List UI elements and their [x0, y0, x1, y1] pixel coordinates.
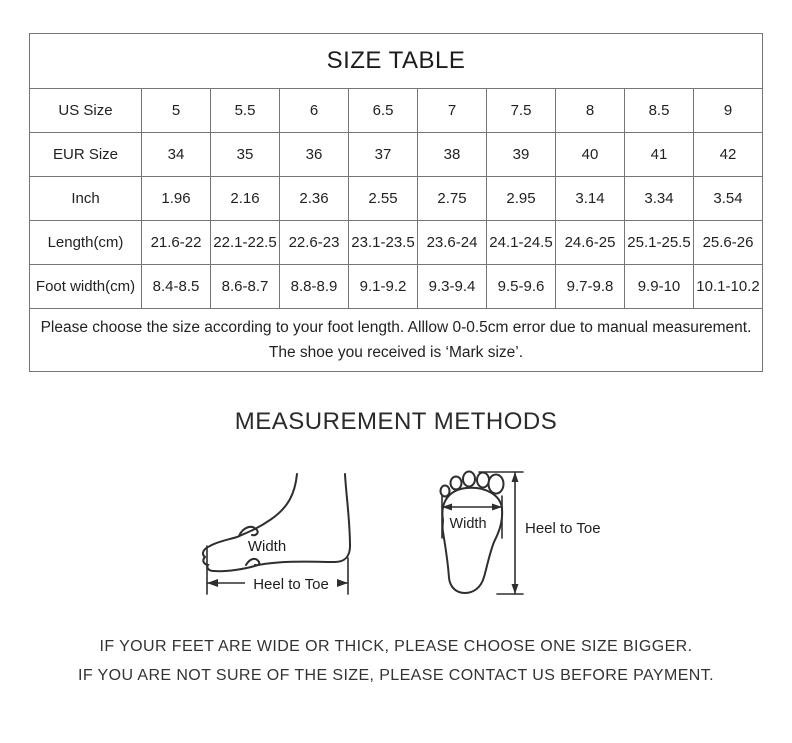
sole-heel-to-toe-label: Heel to Toe	[525, 520, 601, 537]
size-value-cell: 37	[349, 133, 418, 177]
size-table-title: SIZE TABLE	[30, 34, 763, 89]
size-value-cell: 5.5	[211, 89, 280, 133]
size-value-cell: 25.1-25.5	[625, 221, 694, 265]
size-value-cell: 7	[418, 89, 487, 133]
size-value-cell: 22.6-23	[280, 221, 349, 265]
row-label: EUR Size	[30, 133, 142, 177]
size-value-cell: 2.36	[280, 177, 349, 221]
size-value-cell: 9.7-9.8	[556, 265, 625, 309]
table-row	[30, 89, 763, 133]
row-label: US Size	[30, 89, 142, 133]
arrowhead-right	[337, 579, 348, 587]
size-value-cell: 2.16	[211, 177, 280, 221]
feet-diagram	[199, 450, 609, 605]
arrowhead-up	[512, 472, 519, 482]
size-value-cell: 40	[556, 133, 625, 177]
size-note-row	[30, 309, 763, 372]
size-value-cell: 7.5	[487, 89, 556, 133]
side-width-label: Width	[247, 538, 287, 555]
size-value-cell: 8.6-8.7	[211, 265, 280, 309]
size-value-cell: 38	[418, 133, 487, 177]
row-label: Length(cm)	[30, 221, 142, 265]
arrowhead-down	[512, 584, 519, 594]
table-row	[30, 265, 763, 309]
measurement-methods-heading: MEASUREMENT METHODS	[234, 408, 558, 435]
footer-note-wide-feet: IF YOUR FEET ARE WIDE OR THICK, PLEASE CHOOSE ONE SIZE BIGGER.	[99, 638, 693, 655]
size-value-cell: 39	[487, 133, 556, 177]
size-table-body	[30, 34, 763, 372]
size-value-cell: 22.1-22.5	[211, 221, 280, 265]
table-row	[30, 177, 763, 221]
size-value-cell: 24.1-24.5	[487, 221, 556, 265]
size-value-cell: 10.1-10.2	[694, 265, 763, 309]
size-value-cell: 1.96	[142, 177, 211, 221]
size-value-cell: 21.6-22	[142, 221, 211, 265]
size-value-cell: 25.6-26	[694, 221, 763, 265]
size-value-cell: 41	[625, 133, 694, 177]
row-label: Foot width(cm)	[30, 265, 142, 309]
size-table-title-row	[30, 34, 763, 89]
measurement-illustrations	[199, 450, 609, 605]
toe	[463, 472, 475, 487]
toe-sole-line	[246, 559, 259, 565]
toe	[441, 486, 450, 497]
size-value-cell: 5	[142, 89, 211, 133]
size-note	[30, 309, 763, 372]
size-value-cell: 8	[556, 89, 625, 133]
size-value-cell: 8.8-8.9	[280, 265, 349, 309]
toe	[451, 477, 462, 490]
big-toe	[489, 475, 504, 494]
table-row	[30, 221, 763, 265]
size-chart-page	[0, 33, 792, 743]
size-value-cell: 9.3-9.4	[418, 265, 487, 309]
footer-note-contact: IF YOU ARE NOT SURE OF THE SIZE, PLEASE CONTACT US BEFORE PAYMENT.	[77, 667, 714, 685]
size-value-cell: 2.95	[487, 177, 556, 221]
sole-width-label: Width	[449, 516, 487, 532]
size-value-cell: 3.14	[556, 177, 625, 221]
size-table	[29, 33, 763, 372]
size-value-cell: 8.4-8.5	[142, 265, 211, 309]
toe	[477, 473, 489, 488]
size-value-cell: 3.34	[625, 177, 694, 221]
size-value-cell: 2.55	[349, 177, 418, 221]
size-value-cell: 6.5	[349, 89, 418, 133]
size-value-cell: 23.1-23.5	[349, 221, 418, 265]
side-foot-outline	[203, 474, 350, 571]
size-value-cell: 2.75	[418, 177, 487, 221]
note-line-1: Please choose the size according to your foot length. Alllow 0-0.5cm error due to manual measurement.	[40, 318, 752, 336]
size-value-cell: 9.9-10	[625, 265, 694, 309]
table-row	[30, 133, 763, 177]
size-value-cell: 9.5-9.6	[487, 265, 556, 309]
size-value-cell: 35	[211, 133, 280, 177]
note-line-2: The shoe you received is ‘Mark size’.	[268, 344, 524, 361]
row-label: Inch	[30, 177, 142, 221]
size-value-cell: 24.6-25	[556, 221, 625, 265]
size-value-cell: 42	[694, 133, 763, 177]
size-value-cell: 3.54	[694, 177, 763, 221]
side-heel-to-toe-label: Heel to Toe	[253, 576, 329, 593]
size-value-cell: 9	[694, 89, 763, 133]
size-value-cell: 34	[142, 133, 211, 177]
size-value-cell: 23.6-24	[418, 221, 487, 265]
sole-outline	[442, 488, 502, 593]
size-value-cell: 9.1-9.2	[349, 265, 418, 309]
footprint-illustration	[441, 472, 524, 595]
size-value-cell: 6	[280, 89, 349, 133]
size-value-cell: 8.5	[625, 89, 694, 133]
size-value-cell: 36	[280, 133, 349, 177]
arrowhead-left	[207, 579, 218, 587]
